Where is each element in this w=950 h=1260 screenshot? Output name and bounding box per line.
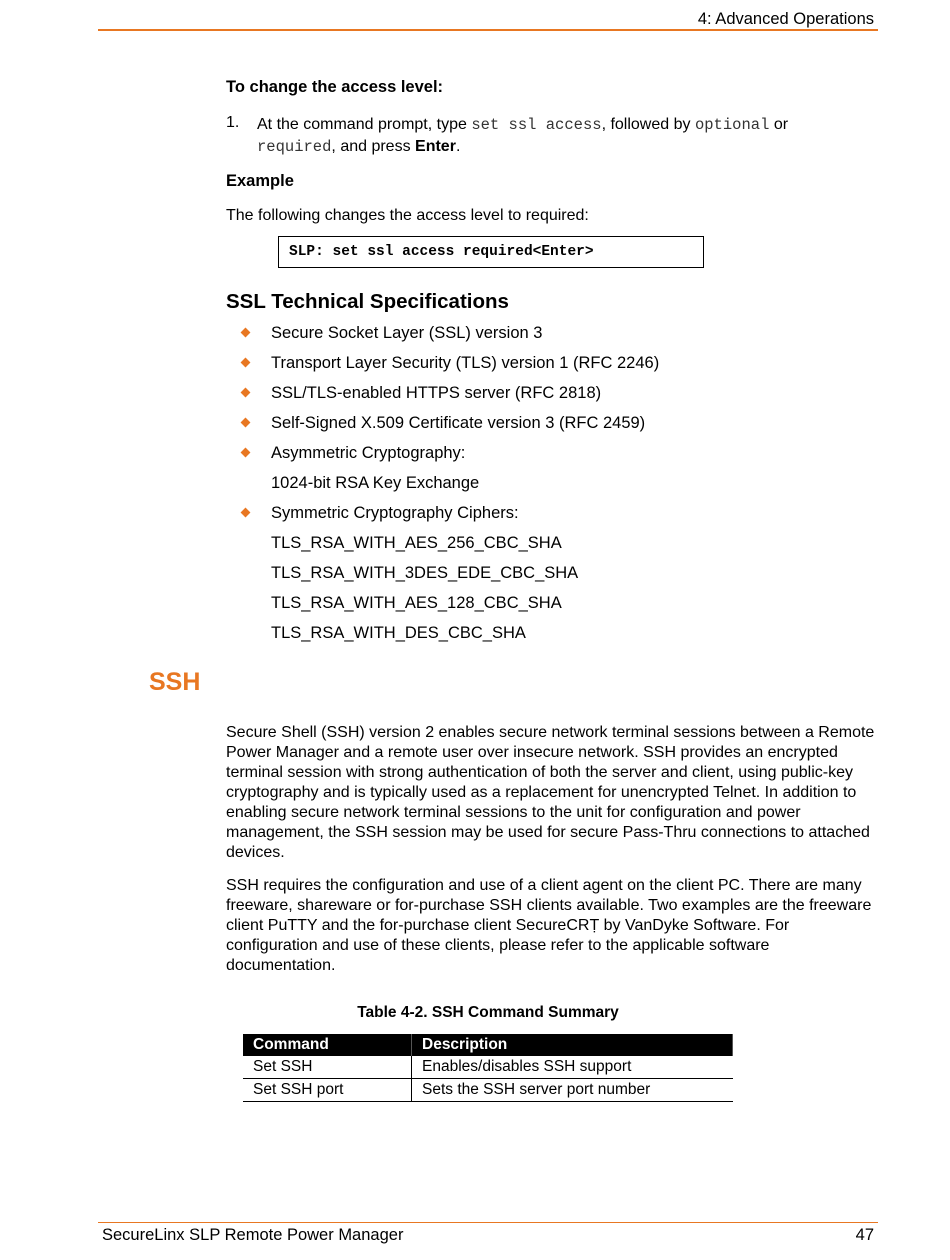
table-row [243,1056,733,1079]
spec-list-item-text: 1024-bit RSA Key Exchange [271,474,480,492]
step-number: 1. [226,114,240,131]
column-header: Description [412,1034,733,1056]
running-header: 4: Advanced Operations [697,10,874,28]
step-text-part: At the command prompt, type [257,116,472,133]
footer-product-name: SecureLinx SLP Remote Power Manager [102,1226,404,1244]
spec-list-item-text: TLS_RSA_WITH_DES_CBC_SHA [271,624,526,642]
spec-list-item-text: Self-Signed X.509 Certificate version 3 (RFC 2459) [271,414,646,432]
spec-list-item [240,502,840,532]
spec-list-item-text: Symmetric Cryptography Ciphers: [271,504,519,522]
diamond-bullet-icon [241,388,251,398]
diamond-bullet-icon [241,418,251,428]
spec-list-item-text: Asymmetric Cryptography: [271,444,466,462]
step-text [257,114,867,158]
spec-list-item-text: TLS_RSA_WITH_AES_256_CBC_SHA [271,534,562,552]
example-heading: Example [226,172,294,190]
table-cell: Set SSH [243,1056,412,1079]
page-number: 47 [855,1226,874,1244]
spec-list-item-text: TLS_RSA_WITH_3DES_EDE_CBC_SHA [271,564,579,582]
table-cell: Enables/disables SSH support [412,1056,733,1079]
footer-rule [98,1222,878,1223]
spec-list-item-text: TLS_RSA_WITH_AES_128_CBC_SHA [271,594,562,612]
inline-code: set ssl access [471,116,602,134]
spec-list-item-text: SSL/TLS-enabled HTTPS server (RFC 2818) [271,384,602,402]
diamond-bullet-icon [241,358,251,368]
diamond-bullet-icon [241,448,251,458]
diamond-bullet-icon [241,328,251,338]
table-cell: Set SSH port [243,1079,412,1102]
spec-list-item [240,532,840,562]
spec-list-item [240,562,840,592]
diamond-bullet-icon [241,508,251,518]
spec-list-item [240,352,840,382]
spec-list-item [240,322,840,352]
inline-code: optional [694,116,770,134]
spec-list-item [240,472,840,502]
ssh-section-title: SSH [149,668,201,696]
step-text-part: or [769,116,789,133]
step-text-part: , followed by [601,116,695,133]
ssl-specs-heading: SSL Technical Specifications [226,290,509,313]
ssh-paragraph-2: SSH requires the configuration and use of a client agent on the client PC. There are many freeware, shareware or for-purchase SSH clients available. Two examples are the freeware client PuTTY and the for-purchase client SecureCRṬ by VanDyke Software. For configuration and use of these clients, please refer to the applicable software documentation. [226,877,872,974]
access-level-heading: To change the access level: [226,78,444,96]
spec-list-item [240,622,840,652]
column-header: Command [243,1034,412,1056]
spec-list-item-text: Secure Socket Layer (SSL) version 3 [271,324,543,342]
step-text-part: . [455,138,461,155]
table-cell: Sets the SSH server port number [412,1079,733,1102]
spec-list-item [240,442,840,472]
code-example-box [278,236,704,268]
spec-list-item [240,382,840,412]
header-rule [98,29,878,31]
table-caption: Table 4-2. SSH Command Summary [357,1004,619,1021]
ssh-paragraph-1: Secure Shell (SSH) version 2 enables secure network terminal sessions between a Remote Power Manager and a remote user over insecure network. SSH provides an encrypted terminal session with strong authentication of both the server and client, using public-key cryptography and is typically used as a replacement for unencrypted Telnet. In addition to enabling secure network terminal sessions to the unit for configuration and power management, the SSH session may be used for secure Pass-Thru connections to attached devices. [226,724,875,861]
code-example: SLP: set ssl access required<Enter> [289,244,594,260]
spec-list-item-text: Transport Layer Security (TLS) version 1 (RFC 2246) [271,354,660,372]
spec-list-item [240,592,840,622]
table-row [243,1079,733,1102]
inline-code: required [257,138,332,156]
spec-list-item [240,412,840,442]
step-text-part: , and press [331,138,416,155]
key-name: Enter [415,138,456,155]
table-header-row [243,1034,733,1056]
ssh-command-table [243,1034,733,1102]
example-text: The following changes the access level to required: [226,207,589,224]
ssl-specs-list [240,322,840,652]
